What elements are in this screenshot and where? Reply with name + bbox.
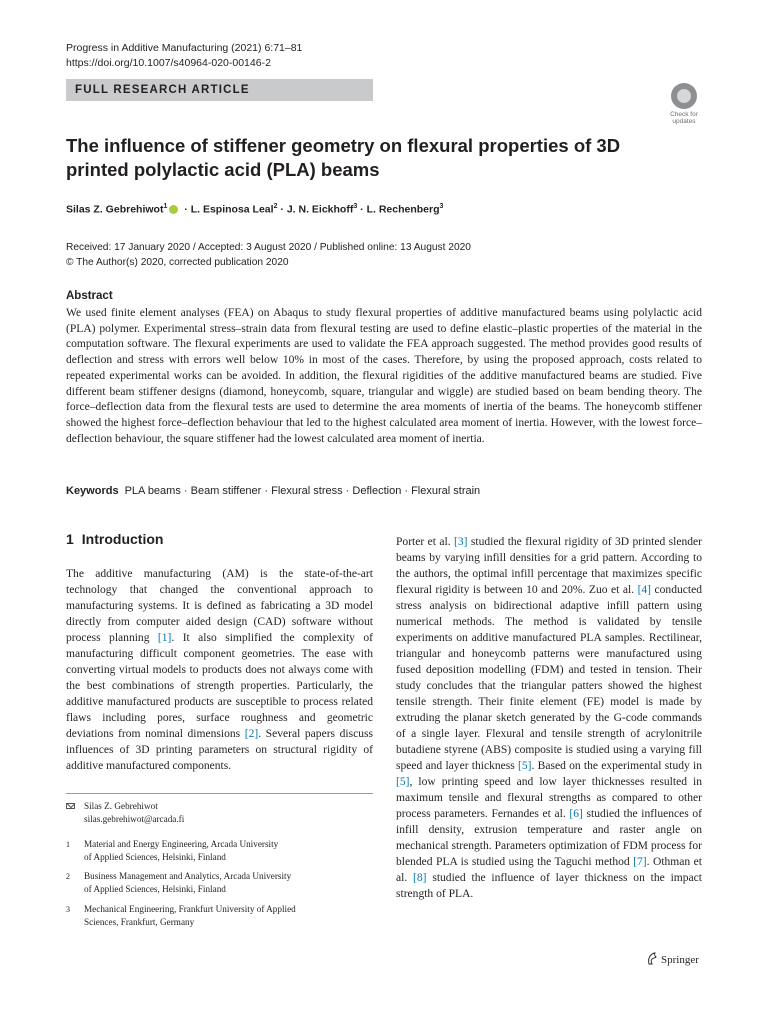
citation-link[interactable]: [5] bbox=[518, 760, 532, 772]
affiliation-3: 3 Mechanical Engineering, Frankfurt University of Applied Sciences, Frankfurt, Germany bbox=[66, 904, 296, 927]
affiliation-1: 1 Material and Energy Engineering, Arcada University of Applied Sciences, Helsinki, Finland bbox=[66, 839, 279, 862]
check-for-updates-badge[interactable] bbox=[664, 83, 704, 125]
section-heading-introduction: 1 Introduction bbox=[66, 531, 164, 547]
springer-horse-icon bbox=[647, 952, 657, 965]
publication-dates: Received: 17 January 2020 / Accepted: 3 August 2020 / Published online: 13 August 2020 © The Author(s) 2020, corrected publication 2020 bbox=[66, 242, 471, 268]
citation-link[interactable]: [1] bbox=[157, 632, 172, 644]
author-name[interactable]: L. Rechenberg bbox=[366, 203, 440, 216]
citation-link[interactable]: [7] bbox=[633, 856, 647, 868]
check-for-updates-icon bbox=[671, 83, 697, 109]
citation-link[interactable]: [3] bbox=[454, 536, 468, 548]
affiliation-2: 2 Business Management and Analytics, Arcada University of Applied Sciences, Helsinki, Finland bbox=[66, 871, 292, 894]
corresponding-email[interactable]: silas.gebrehiwot@arcada.fi bbox=[84, 814, 185, 824]
corresponding-author bbox=[66, 800, 373, 826]
journal-citation: Progress in Additive Manufacturing (2021) 6:71–81 bbox=[66, 42, 303, 54]
citation-link[interactable]: [8] bbox=[413, 872, 427, 884]
journal-header bbox=[66, 41, 302, 71]
corresponding-name: Silas Z. Gebrehiwot bbox=[84, 801, 158, 811]
footnote-divider bbox=[66, 793, 373, 794]
intro-right-column: Porter et al. [3] studied the flexural rigidity of 3D printed slender beams by varying infill densities for a grid pattern. According to the authors, the optimal infill percentage that maximizes specific flexural rigidity is between 10 and 20%. Zuo et al. [4] conducted stress analysis on bidirectional adaptive infill pattern using numerical methods. The method is validated by tensile experiments on additive manufactured PLA samples. Rectilinear, triangular and honeycomb patterns were manufactured using fused deposition modelling (FDM) and tested in tension. Their study concludes that the triangular patters showed the highest tensile strength. Their finite element (FE) model is made by extruding the planar sketch generated by the G-code commands of a single layer. Flexural and tensile strength of acrylonitrile butadiene styrene (ABS) composite is studied using a varying fill speed and layer thickness [5]. Based on the experimental study in [5], low printing speed and low layer thicknesses resulted in maximum tensile and flexural strengths as compared to other process parameters. Fernandes et al. [6] studied the influences of infill density, extrusion temperature and raster angle on mechanical strength. Parameters optimization of FDM process for blended PLA is studied using the Taguchi method [7]. Othman et al. [8] studied the influence of layer thickness on the impact strength of PLA. bbox=[396, 536, 703, 900]
abstract-text: We used finite element analyses (FEA) on Abaqus to study flexural properties of additive manufactured beams using polylactic acid (PLA) polymer. Experimental stress–strain data from flexural testing are used to define elastic–plastic properties of the material in the computation software. The flexural experiments are used to validate the FEA approach suggested. The method provides good results of deflection and stress with errors well below 10% in most of the cases. Therefore, by using the proposed approach, costs related to repeated experimental works can be avoided. In addition, the flexural rigidities of the additive manufactured beams are studied. Five different beam stiffener designs (diamond, honeycomb, square, triangular and wiggle) are studied based on beam bending theory. The force–deflection data from the flexural tests are used to determine the area moments of inertia of the beams. The honeycomb stiffener showed the highest force–deflection behaviour that led to the highest calculated area moment of inertia. However, with the lowest force–deflection behaviour, the square stiffener had the lowest calculated area moment of inertia. bbox=[66, 307, 702, 445]
citation-link[interactable]: [6] bbox=[569, 808, 583, 820]
author-name[interactable]: J. N. Eickhoff bbox=[286, 203, 354, 216]
keywords bbox=[66, 485, 480, 497]
keywords-list: PLA beams · Beam stiffener · Flexural stress · Deflection · Flexural strain bbox=[124, 485, 481, 497]
check-for-updates-label: Check for updates bbox=[670, 111, 698, 125]
envelope-icon bbox=[66, 803, 75, 809]
orcid-icon[interactable] bbox=[169, 205, 178, 214]
intro-left-column: The additive manufacturing (AM) is the state-of-the-art technology that changed the conventional approach to manufacturing systems. It is defined as fabricating a 3D model directly from computer aided design (CAD) software without process planning [1]. It also simplified the complexity of manufacturing difficult component geometries. The ease with converting virtual models to products does not always come with the best combinations of strength properties. Particularly, the additive manufactured products are susceptible to process related flaws including pores, surface roughness and geometric deviations from nominal dimensions [2]. Several papers discuss influences of 3D printing parameters on structural rigidity of additive manufactured components. bbox=[66, 568, 373, 772]
article-title: The influence of stiffener geometry on flexural properties of 3D printed polylactic acid (PLA) beams bbox=[66, 135, 621, 180]
doi-link[interactable]: https://doi.org/10.1007/s40964-020-00146-2 bbox=[66, 57, 271, 69]
author-list: Silas Z. Gebrehiwot$^1$ · L. Espinosa Leal$^2$ · J. N. Eickhoff$^3$ · L. Rechenberg$^3$ bbox=[66, 203, 444, 216]
keywords-label: Keywords bbox=[66, 485, 119, 497]
author-name[interactable]: Silas Z. Gebrehiwot bbox=[66, 203, 164, 216]
citation-link[interactable]: [2] bbox=[244, 728, 259, 740]
citation-link[interactable]: [4] bbox=[637, 584, 652, 596]
citation-link[interactable]: [5] bbox=[396, 776, 410, 788]
author-name[interactable]: L. Espinosa Leal bbox=[190, 203, 274, 216]
abstract-heading: Abstract bbox=[66, 290, 113, 302]
article-type-banner: FULL RESEARCH ARTICLE bbox=[66, 79, 373, 101]
publisher-logo: Springer bbox=[647, 952, 699, 966]
